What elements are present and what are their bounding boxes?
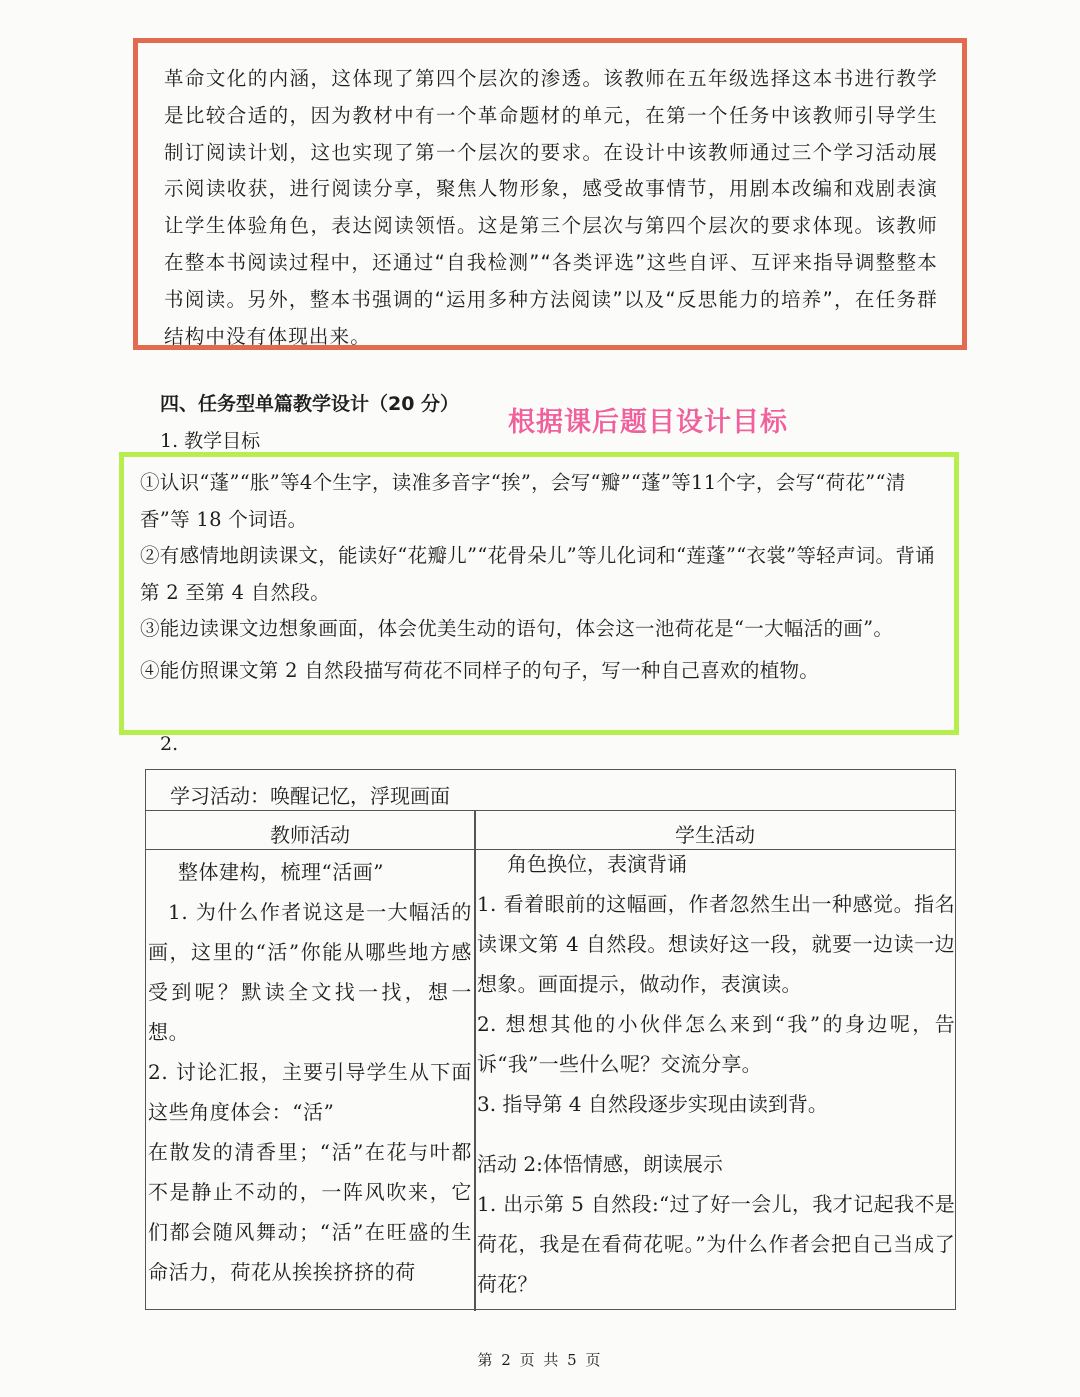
student-column (477, 850, 955, 1304)
goal-item-2: ②有感情地朗读课文，能读好“花瓣儿”“花骨朵儿”等儿化词和“莲蓬”“衣裳”等轻声词。背诵第 2 至第 4 自然段。 (140, 544, 935, 604)
teacher-column (148, 850, 472, 1292)
teacher-item-2: 2. 讨论汇报，主要引导学生从下面这些角度体会：“活” (148, 1060, 472, 1124)
student-heading: 角色换位，表演背诵 (507, 852, 687, 876)
goal-item-4: ④能仿照课文第 2 自然段描写荷花不同样子的句子，写一种自己喜欢的植物。 (140, 658, 820, 682)
table-title: 学习活动：唤醒记忆，浮现画面 (146, 770, 955, 811)
student-activity-2: 活动 2:体悟情感，朗读展示 (477, 1152, 723, 1176)
handwritten-annotation: 根据课后题目设计目标 (508, 407, 788, 438)
student-item-2: 2. 想想其他的小伙伴怎么来到“我”的身边呢，告诉“我”一些什么呢？交流分享。 (477, 1012, 955, 1076)
section-number: 2. (160, 733, 179, 755)
review-text: 革命文化的内涵，这体现了第四个层次的渗透。该教师在五年级选择这本书进行教学是比较合适的，因为教材中有一个革命题材的单元，在第一个任务中该教师引导学生制订阅读计划，这也实现了第一个层次的要求。在设计中该教师通过三个学习活动展示阅读收获，进行阅读分享，聚焦人物形象，感受故事情节，用剧本改编和戏剧表演让学生体验角色，表达阅读领悟。这是第三个层次与第四个层次的要求体现。该教师在整本书阅读过程中，还通过“自我检测”“各类评选”这些自评、互评来指导调整整本书阅读。另外，整本书强调的“运用多种方法阅读”以及“反思能力的培养”，在任务群结构中没有体现出来。 (164, 67, 938, 348)
column-divider (474, 811, 476, 1311)
header-teacher: 教师活动 (146, 811, 474, 850)
teacher-item-3: 在散发的清香里；“活”在花与叶都不是静止不动的，一阵风吹来，它们都会随风舞动；“活”在旺盛的生命活力，荷花从挨挨挤挤的荷 (148, 1140, 472, 1284)
section-subtitle: 1. 教学目标 (160, 430, 261, 452)
teacher-item-1: 1. 为什么作者说这是一大幅活的画，这里的“活”你能从哪些地方感受到呢？默读全文找一找，想一想。 (148, 900, 472, 1044)
goal-item-3: ③能边读课文边想象画面，体会优美生动的语句，体会这一池荷花是“一大幅活的画”。 (140, 617, 894, 640)
review-box (133, 38, 967, 350)
page-footer: 第 2 页 共 5 页 (477, 1351, 603, 1369)
header-student: 学生活动 (475, 811, 955, 850)
section-title: 四、任务型单篇教学设计（20 分） (160, 393, 460, 415)
goal-item-1: ①认识“蓬”“胀”等4个生字，读准多音字“挨”，会写“瓣”“蓬”等11个字，会写“荷花”“清香”等 18 个词语。 (140, 471, 906, 531)
goals-box (119, 452, 959, 735)
student-item-4: 1. 出示第 5 自然段:“过了好一会儿，我才记起我不是荷花，我是在看荷花呢。”为什么作者会把自己当成了荷花？ (477, 1192, 955, 1296)
student-item-1: 1. 看着眼前的这幅画，作者忽然生出一种感觉。指名读课文第 4 自然段。想读好这一段，就要一边读一边想象。画面提示，做动作，表演读。 (477, 892, 955, 996)
activity-table (145, 769, 956, 1310)
teacher-heading: 整体建构，梳理“活画” (178, 860, 384, 884)
student-item-3: 3. 指导第 4 自然段逐步实现由读到背。 (477, 1092, 828, 1116)
